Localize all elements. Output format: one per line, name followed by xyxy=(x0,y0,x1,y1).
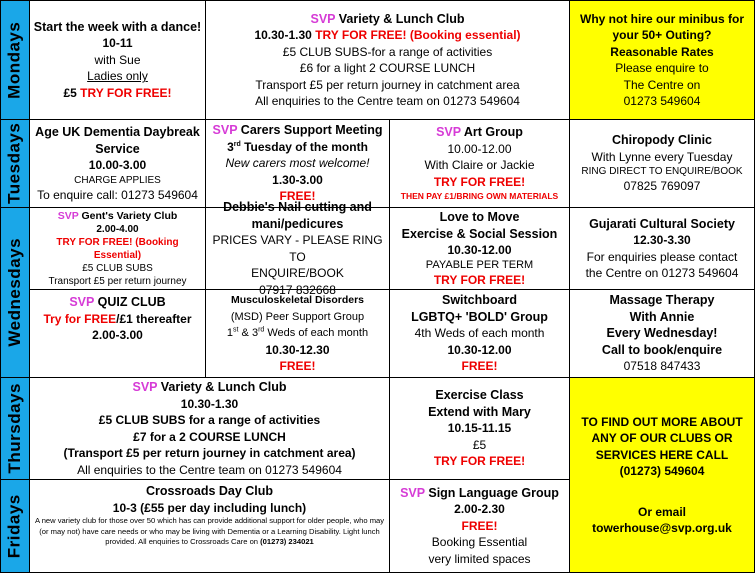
wednesday-gujarati-society: Gujarati Cultural Society 12.30-3.30 For enquiries please contact the Centre on 01273 549604 xyxy=(570,208,755,290)
tuesday-art-group: SVP Art Group 10.00-12.00 With Claire or Jackie TRY FOR FREE! THEN PAY £1/BRING OWN MATERIALS xyxy=(390,120,570,208)
tuesday-chiropody-clinic: Chiropody Clinic With Lynne every Tuesday RING DIRECT TO ENQUIRE/BOOK 07825 769097 xyxy=(570,120,755,208)
minibus-hire-panel: Why not hire our minibus for your 50+ Outing? Reasonable Rates Please enquire to The Centre on 01273 549604 xyxy=(570,0,755,120)
day-label-monday: Mondays xyxy=(0,0,30,120)
wednesday-massage-therapy: Massage Therapy With Annie Every Wednesday! Call to book/enquire 07518 847433 xyxy=(570,290,755,378)
wednesday-msd-peer-support: Musculoskeletal Disorders (MSD) Peer Support Group 1st & 3rd Weds of each month 10.30-12.30 FREE! xyxy=(206,290,390,378)
friday-crossroads-day-club: Crossroads Day Club 10-3 (£55 per day including lunch) A new variety club for those over 50 which has can provide additional support for older people, who may (or may not) have care needs or who may be living with Dementia or a Learning Disability. Light lunch provided. All enquiries to Crossroads Care on (01273) 234021 xyxy=(30,480,390,573)
wednesday-quiz-club: SVP QUIZ CLUB Try for FREE/£1 thereafter 2.00-3.00 xyxy=(30,290,206,378)
friday-sign-language-group: SVP Sign Language Group 2.00-2.30 FREE! Booking Essential very limited spaces xyxy=(390,480,570,573)
contact-email[interactable]: towerhouse@svp.org.uk xyxy=(592,521,732,535)
crossroads-description: A new variety club for those over 50 which has can provide additional support for older people, who may (or may not) have care needs or who may be living with Dementia or a Learning Disability. Light lunch provided. All enquiries to Crossroads Care on (01273) 234021 xyxy=(34,516,385,546)
wednesday-love-to-move: Love to Move Exercise & Social Session 10.30-12.00 PAYABLE PER TERM TRY FOR FREE! xyxy=(390,208,570,290)
monday-dance-class: Start the week with a dance! 10-11 with Sue Ladies only £5 TRY FOR FREE! xyxy=(30,0,206,120)
wednesday-gents-variety-club: SVP Gent's Variety Club 2.00-4.00 TRY FOR FREE! (Booking Essential) £5 CLUB SUBS Transport £5 per return journey xyxy=(30,208,206,290)
contact-info-panel: TO FIND OUT MORE ABOUT ANY OF OUR CLUBS OR SERVICES HERE CALL (01273) 549604 Or email towerhouse@svp.org.uk xyxy=(570,378,755,573)
thursday-exercise-class: Exercise Class Extend with Mary 10.15-11.15 £5 TRY FOR FREE! xyxy=(390,378,570,480)
day-label-tuesday: Tuesdays xyxy=(0,120,30,208)
monday-variety-lunch-club: SVP Variety & Lunch Club 10.30-1.30 TRY FOR FREE! (Booking essential) £5 CLUB SUBS-for a range of activities £6 for a light 2 COURSE LUNCH Transport £5 per return journey in catchment area All enquiries to the Centre team on 01273 549604 xyxy=(206,0,570,120)
thursday-variety-lunch-club: SVP Variety & Lunch Club 10.30-1.30 £5 CLUB SUBS for a range of activities £7 for a 2 COURSE LUNCH (Transport £5 per return journey in catchment area) All enquiries to the Centre team on 01273 549604 xyxy=(30,378,390,480)
wednesday-nail-cutting: Debbie's Nail cutting and mani/pedicures PRICES VARY - PLEASE RING TO ENQUIRE/BOOK 07917 832668 xyxy=(206,208,390,290)
day-label-friday: Fridays xyxy=(0,480,30,573)
day-label-thursday: Thursdays xyxy=(0,378,30,480)
day-label-wednesday: Wednesdays xyxy=(0,208,30,378)
wednesday-switchboard-bold: Switchboard LGBTQ+ 'BOLD' Group 4th Weds of each month 10.30-12.00 FREE! xyxy=(390,290,570,378)
tuesday-carers-support: SVP Carers Support Meeting 3rd Tuesday of the month New carers most welcome! 1.30-3.00 FREE! xyxy=(206,120,390,208)
tuesday-dementia-daybreak: Age UK Dementia Daybreak Service 10.00-3.00 CHARGE APPLIES To enquire call: 01273 549604 xyxy=(30,120,206,208)
